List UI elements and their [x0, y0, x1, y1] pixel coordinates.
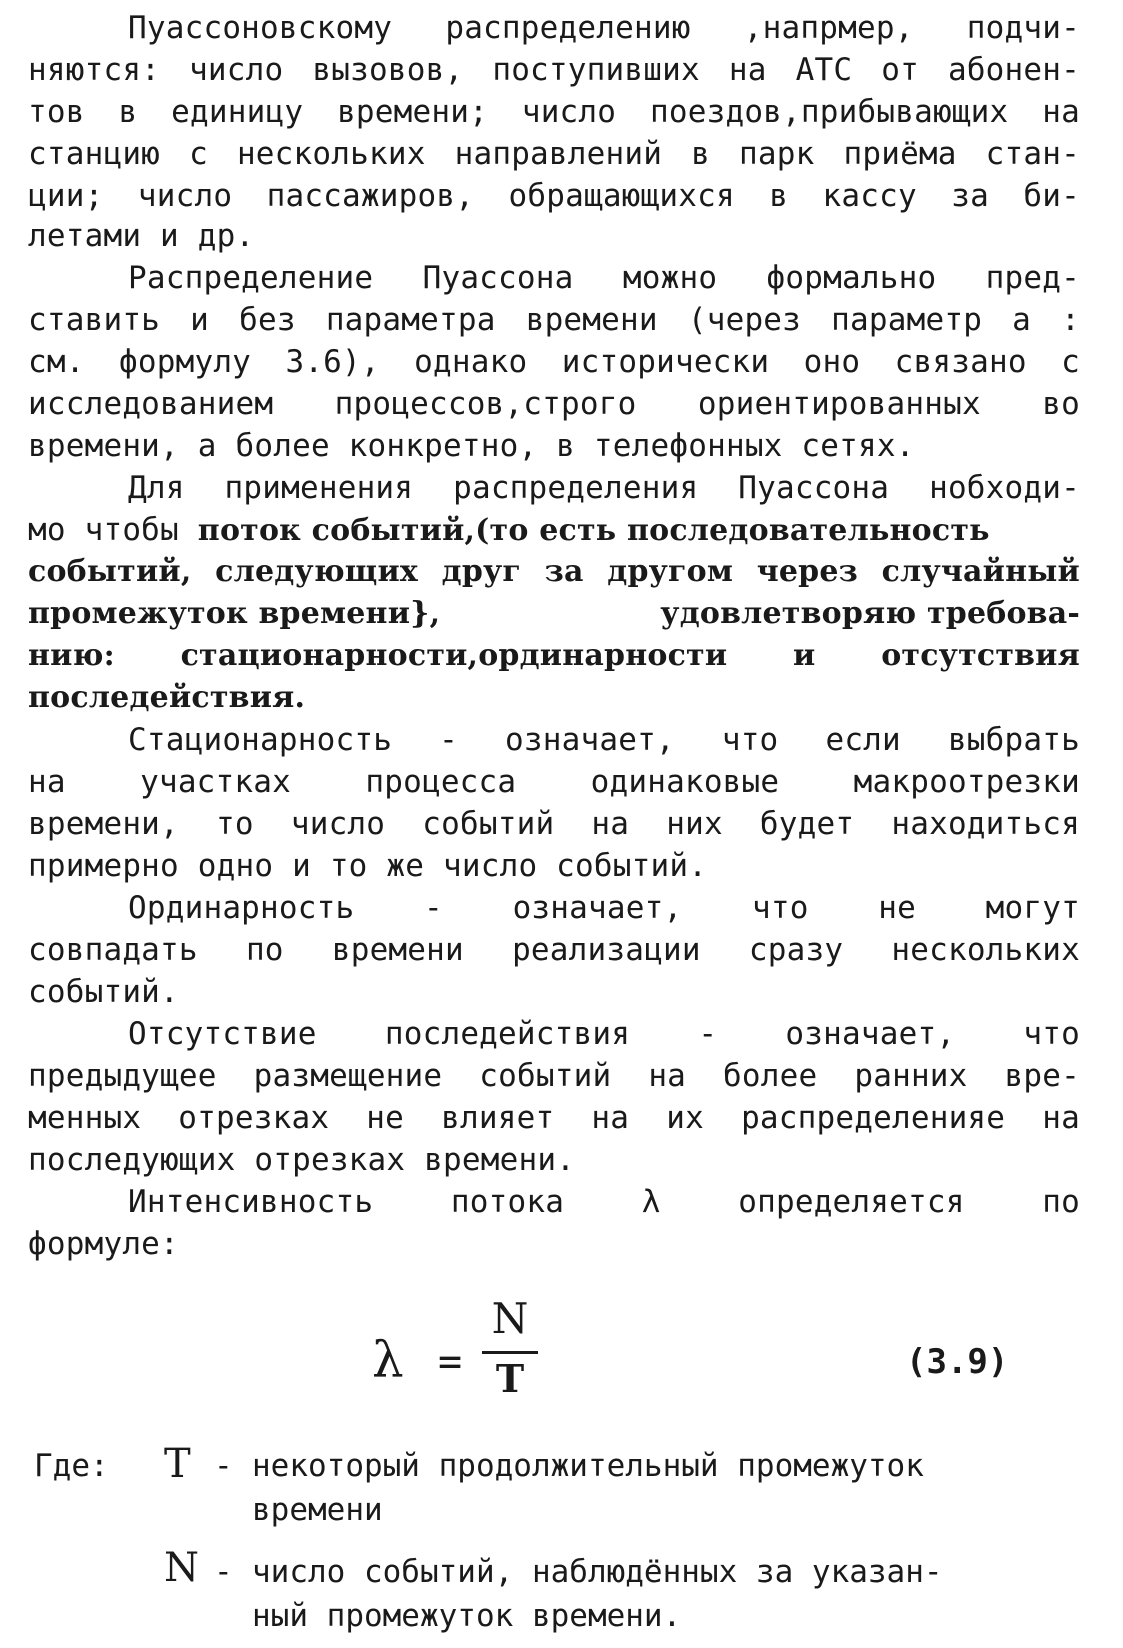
legend-text: число событий, наблюдённых за указан-: [252, 1554, 943, 1590]
text-line: примерно одно и то же число событий.: [28, 848, 708, 884]
text-line: Распределение Пуассона можно формально пред-: [128, 260, 1080, 296]
text-line: ции; число пассажиров, обращающихся в кассу за би-: [28, 178, 1080, 214]
text-line: исследованием процессов,строго ориентированных во: [28, 386, 1080, 422]
legend-symbol-n: N: [164, 1545, 199, 1591]
emphasis-line: событий, следующих друг за другом через случайный: [28, 554, 1080, 589]
text-line: няются: число вызовов, поступивших на АТС от абонен-: [28, 52, 1080, 88]
emphasis-line: нию: стационарности,ординарности и отсутствия: [28, 638, 1080, 673]
text-line: на участках процесса одинаковые макроотрезки: [28, 764, 1080, 800]
legend-dash: -: [214, 1554, 233, 1590]
text-line: Пуассоновскому распределению ,напрмер, подчи-: [128, 10, 1080, 46]
text-line: предыдущее размещение событий на более ранних вре-: [28, 1058, 1080, 1094]
text-line: ставить и без параметра времени (через параметр а :: [28, 302, 1080, 338]
text-line: Ординарность - означает, что не могут: [128, 890, 1080, 926]
emphasis-text: поток событий,(то есть последовательность: [197, 513, 990, 548]
formula-denominator: T: [495, 1356, 525, 1401]
text-line: см. формулу 3.6), однако исторически оно связано с: [28, 344, 1080, 380]
text-line: последующих отрезках времени.: [28, 1142, 576, 1178]
legend-text: ный промежуток времени.: [252, 1598, 682, 1634]
legend-text: некоторый продолжительный промежуток: [252, 1448, 924, 1484]
text-line: формуле:: [28, 1226, 179, 1262]
formula-lambda: λ: [372, 1331, 404, 1389]
text-line: времени, то число событий на них будет находиться: [28, 806, 1080, 842]
text-line: Отсутствие последействия - означает, что: [128, 1016, 1080, 1052]
emphasis-line: последействия.: [28, 680, 306, 715]
text-line: Интенсивность потока λ определяется по: [128, 1184, 1080, 1220]
legend-dash: -: [214, 1448, 233, 1484]
text-line: станцию с нескольких направлений в парк приёма стан-: [28, 136, 1080, 172]
legend-symbol-t: T: [164, 1441, 191, 1487]
emphasis-line: [28, 592, 1080, 636]
text-line: летами и др.: [28, 218, 255, 254]
text-line: Для применения распределения Пуассона нобходи-: [128, 470, 1080, 506]
emphasis-text: удовлетворяю требова-: [660, 596, 1080, 631]
text-line: менных отрезках не влияет на их распределенияе на: [28, 1100, 1080, 1136]
formula-number: (3.9): [906, 1342, 1009, 1382]
text-line: [28, 508, 1080, 552]
emphasis-text: промежуток времени},: [28, 596, 441, 631]
text-line: времени, а более конкретно, в телефонных сетях.: [28, 428, 915, 464]
formula-3-9: [0, 1294, 1123, 1422]
plain-text: мо чтобы: [28, 512, 179, 548]
formula-equals: =: [438, 1339, 463, 1385]
formula-numerator: N: [491, 1294, 529, 1343]
text-line: Стационарность - означает, что если выбрать: [128, 722, 1080, 758]
legend-text: времени: [252, 1492, 383, 1528]
text-line: тов в единицу времени; число поездов,прибывающих на: [28, 94, 1080, 130]
where-label: Где:: [34, 1448, 109, 1484]
text-line: событий.: [28, 974, 179, 1010]
text-line: совпадать по времени реализации сразу нескольких: [28, 932, 1080, 968]
